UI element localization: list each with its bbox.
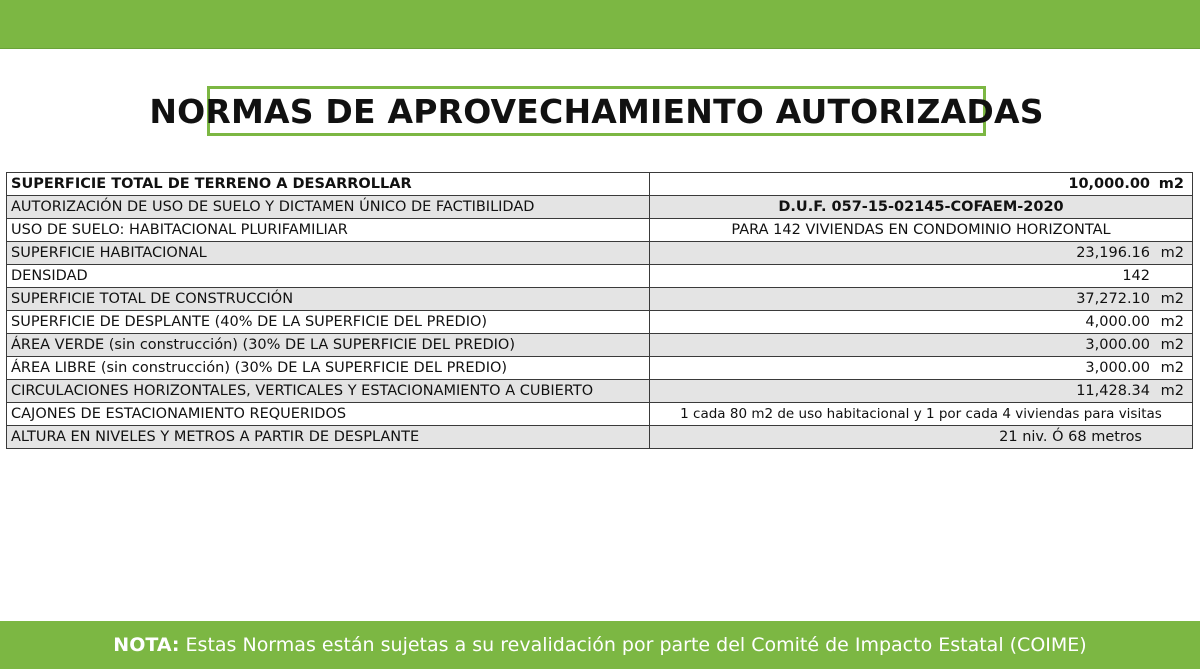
- norms-table: [6, 172, 1193, 449]
- row-value: 21 niv. Ó 68 metros: [999, 429, 1142, 445]
- row-unit: m2: [1160, 291, 1184, 307]
- row-label: ÁREA LIBRE (sin construcción) (30% DE LA SUPERFICIE DEL PREDIO): [7, 357, 650, 380]
- row-value-cell: [650, 426, 1193, 449]
- top-accent-bar: [0, 0, 1200, 49]
- table-row-parking: [7, 403, 1193, 426]
- row-label: SUPERFICIE TOTAL DE TERRENO A DESARROLLAR: [7, 173, 650, 196]
- table-row-free-area: [7, 357, 1193, 380]
- row-label: ALTURA EN NIVELES Y METROS A PARTIR DE DESPLANTE: [7, 426, 650, 449]
- row-unit: m2: [1160, 383, 1184, 399]
- row-unit: m2: [1160, 314, 1184, 330]
- row-value: 1 cada 80 m2 de uso habitacional y 1 por cada 4 viviendas para visitas: [650, 403, 1193, 426]
- row-value-cell: [650, 265, 1193, 288]
- footer-note-bar: [0, 621, 1200, 669]
- note-text: Estas Normas están sujetas a su revalidación por parte del Comité de Impacto Estatal (COIME): [179, 634, 1087, 656]
- table-row-circulations: [7, 380, 1193, 403]
- table-row-residential-area: [7, 242, 1193, 265]
- table-row-total-construction: [7, 288, 1193, 311]
- note-label: NOTA:: [113, 634, 180, 656]
- row-value: 4,000.00: [1085, 314, 1150, 330]
- footer-note: [113, 634, 1086, 656]
- row-unit: m2: [1158, 176, 1184, 192]
- row-value: 142: [1122, 268, 1150, 284]
- title-box: [149, 86, 1044, 136]
- row-label: ÁREA VERDE (sin construcción) (30% DE LA SUPERFICIE DEL PREDIO): [7, 334, 650, 357]
- table-row-authorization: [7, 196, 1193, 219]
- row-label: SUPERFICIE HABITACIONAL: [7, 242, 650, 265]
- row-unit: m2: [1160, 337, 1184, 353]
- row-value-cell: [650, 357, 1193, 380]
- page-title: NORMAS DE APROVECHAMIENTO AUTORIZADAS: [149, 91, 1044, 131]
- row-value: D.U.F. 057-15-02145-COFAEM-2020: [650, 196, 1193, 219]
- row-value-cell: [650, 311, 1193, 334]
- table-row-green-area: [7, 334, 1193, 357]
- row-label: CIRCULACIONES HORIZONTALES, VERTICALES Y ESTACIONAMIENTO A CUBIERTO: [7, 380, 650, 403]
- row-value-cell: [650, 380, 1193, 403]
- row-value-cell: [650, 173, 1193, 196]
- row-value: 10,000.00: [1068, 176, 1150, 192]
- row-label: DENSIDAD: [7, 265, 650, 288]
- table-row-land-use: [7, 219, 1193, 242]
- row-unit: m2: [1160, 245, 1184, 261]
- row-value: 37,272.10: [1076, 291, 1150, 307]
- table-row-total-land: [7, 173, 1193, 196]
- row-label: SUPERFICIE TOTAL DE CONSTRUCCIÓN: [7, 288, 650, 311]
- row-unit: m2: [1160, 360, 1184, 376]
- table-row-density: [7, 265, 1193, 288]
- row-value-cell: [650, 288, 1193, 311]
- row-label: USO DE SUELO: HABITACIONAL PLURIFAMILIAR: [7, 219, 650, 242]
- row-value: 3,000.00: [1085, 337, 1150, 353]
- row-value: 23,196.16: [1076, 245, 1150, 261]
- row-label: SUPERFICIE DE DESPLANTE (40% DE LA SUPERFICIE DEL PREDIO): [7, 311, 650, 334]
- row-value-cell: [650, 334, 1193, 357]
- table-row-height: [7, 426, 1193, 449]
- table-row-footprint: [7, 311, 1193, 334]
- row-label: AUTORIZACIÓN DE USO DE SUELO Y DICTAMEN ÚNICO DE FACTIBILIDAD: [7, 196, 650, 219]
- row-value: 3,000.00: [1085, 360, 1150, 376]
- row-value: PARA 142 VIVIENDAS EN CONDOMINIO HORIZONTAL: [650, 219, 1193, 242]
- row-value: 11,428.34: [1076, 383, 1150, 399]
- row-value-cell: [650, 242, 1193, 265]
- row-label: CAJONES DE ESTACIONAMIENTO REQUERIDOS: [7, 403, 650, 426]
